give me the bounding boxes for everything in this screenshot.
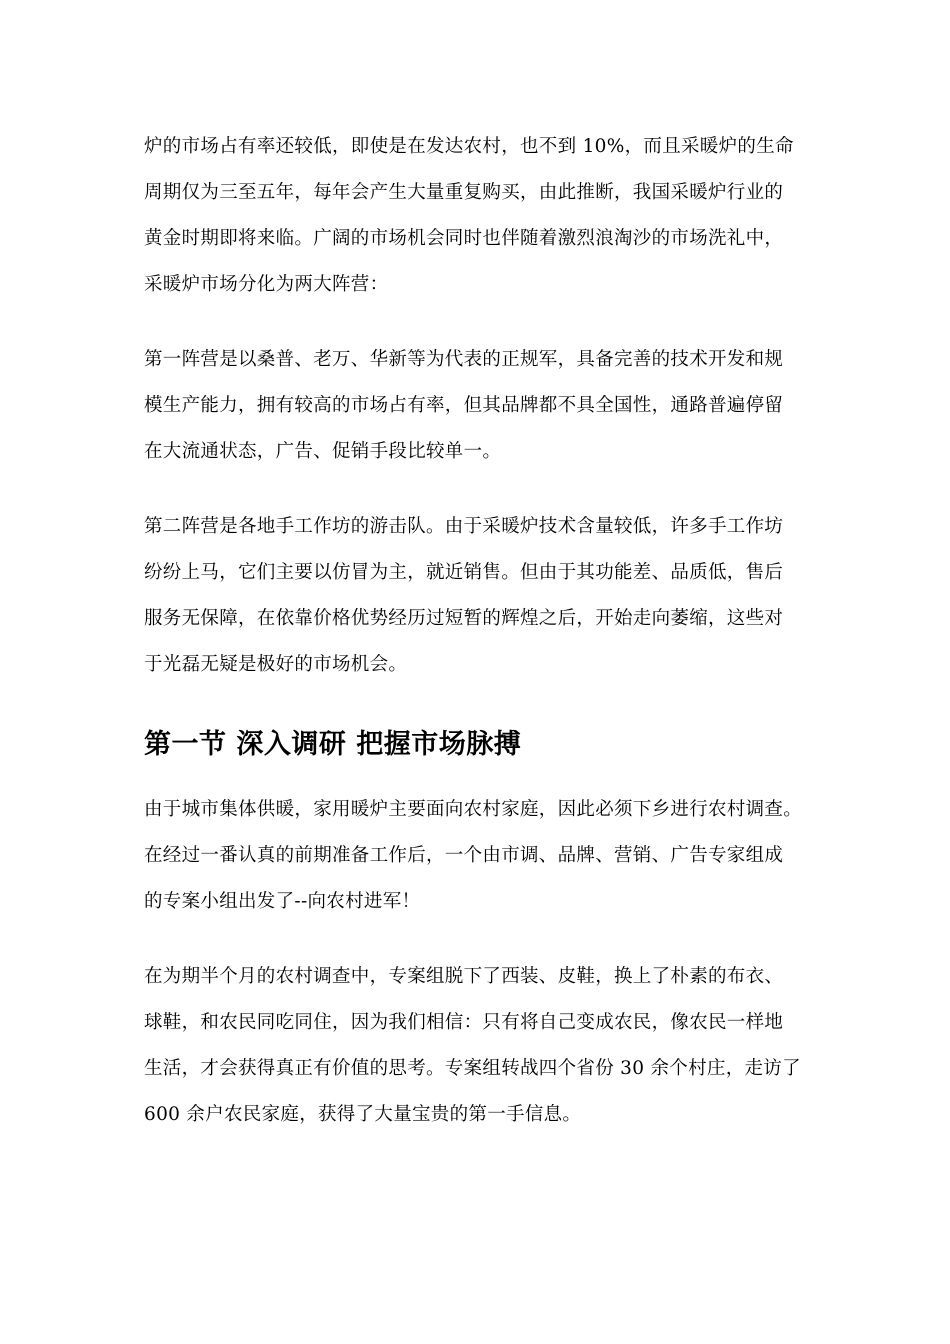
text-line: 由于城市集体供暖，家用暖炉主要面向农村家庭，因此必须下乡进行农村调查。 bbox=[144, 799, 803, 820]
text-line: 第一阵营是以桑普、老万、华新等为代表的正规军，具备完善的技术开发和规 bbox=[144, 349, 784, 370]
text-line: 周期仅为三至五年，每年会产生大量重复购买，由此推断，我国采暖炉行业的 bbox=[144, 182, 784, 203]
paragraph-market-share bbox=[144, 128, 814, 312]
text-line: 在经过一番认真的前期准备工作后，一个由市调、品牌、营销、广告专家组成 bbox=[144, 845, 784, 866]
paragraph-second-camp bbox=[144, 508, 814, 692]
text-line: 黄金时期即将来临。广阔的市场机会同时也伴随着激烈浪淘沙的市场洗礼中， bbox=[144, 228, 784, 249]
text-line: 生活，才会获得真正有价值的思考。专案组转战四个省份 30 余个村庄，走访了 bbox=[144, 1058, 801, 1079]
text-line: 模生产能力，拥有较高的市场占有率，但其品牌都不具全国性，通路普遍停留 bbox=[144, 395, 784, 416]
text-line: 炉的市场占有率还较低，即使是在发达农村，也不到 10%，而且采暖炉的生命 bbox=[144, 136, 794, 157]
text-line: 在大流通状态，广告、促销手段比较单一。 bbox=[144, 441, 502, 462]
text-line: 在为期半个月的农村调查中，专案组脱下了西装、皮鞋，换上了朴素的布衣、 bbox=[144, 966, 784, 987]
section-heading: 第一节 深入调研 把握市场脉搏 bbox=[144, 729, 522, 760]
document-page bbox=[144, 128, 814, 1171]
text-line: 的专案小组出发了--向农村进军！ bbox=[144, 891, 421, 912]
text-line: 第二阵营是各地手工作坊的游击队。由于采暖炉技术含量较低，许多手工作坊 bbox=[144, 516, 784, 537]
text-line: 纷纷上马，它们主要以仿冒为主，就近销售。但由于其功能差、品质低，售后 bbox=[144, 562, 784, 583]
text-line: 球鞋，和农民同吃同住，因为我们相信：只有将自己变成农民，像农民一样地 bbox=[144, 1012, 784, 1033]
text-line: 采暖炉市场分化为两大阵营： bbox=[144, 274, 389, 295]
text-line: 服务无保障，在依靠价格优势经历过短暂的辉煌之后，开始走向萎缩，这些对 bbox=[144, 608, 784, 629]
paragraph-survey-findings bbox=[144, 958, 814, 1142]
paragraph-rural-survey bbox=[144, 791, 814, 929]
text-line: 于光磊无疑是极好的市场机会。 bbox=[144, 654, 408, 675]
text-line: 600 余户农民家庭，获得了大量宝贵的第一手信息。 bbox=[144, 1104, 582, 1125]
paragraph-first-camp bbox=[144, 341, 814, 479]
